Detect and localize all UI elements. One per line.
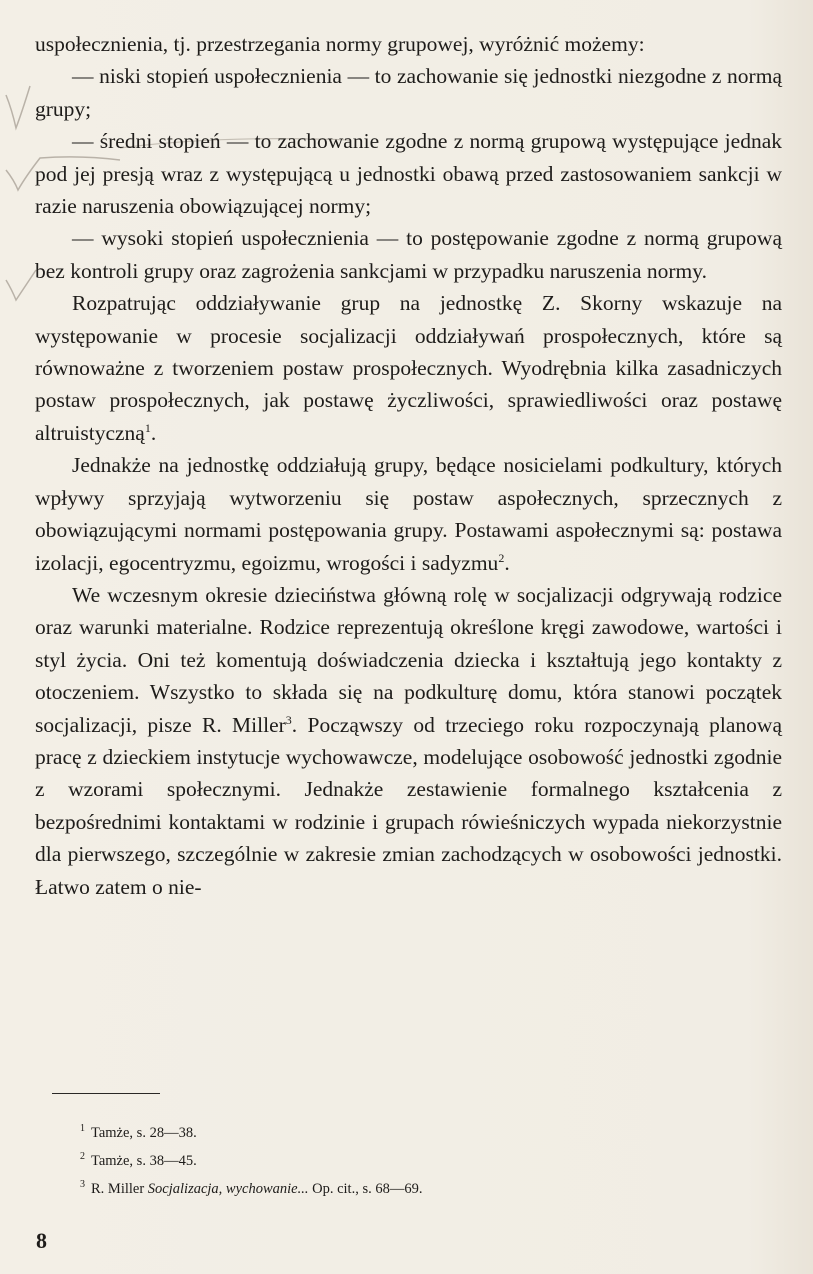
paragraph: [35, 287, 782, 449]
footnote-reference: 2: [498, 550, 505, 565]
footnotes: [80, 1117, 730, 1200]
footnote-number: 1: [80, 1123, 85, 1134]
footnote: [80, 1145, 730, 1173]
page-number: 8: [36, 1228, 47, 1253]
paragraph: [35, 579, 782, 903]
paragraph-text: . Począwszy od trzeciego roku rozpoczynają planową pracę z dzieckiem instytucje wychowawcze, modelujące osobowość jednostki zgodnie z wzorami społecznymi. Jednakże zestawienie formalnego kształcenia z bezpośrednimi kontaktami w rodzinie i grupach rówieśniczych wypada niekorzystnie dla pierwszego, szczególnie w zakresie zmian zachodzących w osobowości jednostki. Łatwo zatem o nie-: [35, 712, 782, 899]
paragraph: [35, 125, 782, 222]
paragraph-text: Jednakże na jednostkę oddziałują grupy, będące nosicielami podkultury, których wpływy sprzyjają wytworzeniu się postaw aspołecznych, sprzecznych z obowiązującymi normami postępowania grupy. Postawami aspołecznymi są: postawa izolacji, egocentryzmu, egoizmu, wrogości i sadyzmu: [35, 453, 782, 575]
paragraph-text: .: [150, 420, 157, 445]
footnote-text: Op. cit., s. 68—69.: [308, 1180, 423, 1197]
body-text: [35, 28, 782, 903]
paragraph-text: — niski stopień uspołecznienia — to zachowanie się jednostki niezgodne z normą grupy;: [35, 64, 782, 121]
paragraph-text: Rozpatrując oddziaływanie grup na jednostkę Z. Skorny wskazuje na występowanie w procesie socjalizacji oddziaływań prospołecznych, które są równoważne z tworzeniem postaw prospołecznych. Wyodrębnia kilka zasadniczych postaw prospołecznych, jak postawę życzliwości, sprawiedliwości oraz postawę altruistyczną: [35, 291, 782, 445]
footnote-author: R. Miller: [91, 1180, 148, 1197]
footnote-divider: [52, 1093, 160, 1094]
footnote: [80, 1117, 730, 1145]
pencil-check-mark: [6, 270, 36, 300]
footnote-reference: 3: [285, 712, 292, 727]
footnote-text: Tamże, s. 28—38.: [91, 1124, 197, 1141]
footnote-reference: 1: [144, 420, 151, 435]
footnote-number: 3: [80, 1178, 85, 1190]
paragraph-text: — wysoki stopień uspołecznienia — to postępowanie zgodne z normą grupową bez kontroli grupy oraz zagrożenia sankcjami w przypadku naruszenia normy.: [35, 226, 782, 283]
paragraph: [35, 60, 782, 125]
pencil-check-mark: [6, 86, 30, 128]
footnote-title: Socjalizacja, wychowanie...: [147, 1180, 309, 1197]
paragraph-text: — średni stopień — to zachowanie zgodne z normą grupową występujące jednak pod jej presją wraz z występującą u jednostki obawą przed zastosowaniem sankcji w razie naruszenia obowiązującej normy;: [35, 129, 782, 219]
paragraph-text: uspołecznienia, tj. przestrzegania normy grupowej, wyróżnić możemy:: [35, 32, 645, 56]
footnote: [80, 1173, 730, 1201]
paragraph: [35, 449, 782, 579]
paragraph-text: We wczesnym okresie dzieciństwa główną rolę w socjalizacji odgrywają rodzice oraz warunki materialne. Rodzice reprezentują określone kręgi zawodowe, wartości i styl życia. Oni też komentują doświadczenia dziecka i kształtują jego kontakty z otoczeniem. Wszystko to składa się na podkulturę domu, która stanowi początek socjalizacji, pisze R. Miller: [35, 582, 782, 737]
footnote-number: 2: [80, 1150, 85, 1162]
paragraph: [35, 222, 782, 287]
footnote-text: Tamże, s. 38—45.: [91, 1152, 197, 1169]
paragraph-text: .: [504, 550, 510, 575]
paragraph: [35, 28, 782, 60]
